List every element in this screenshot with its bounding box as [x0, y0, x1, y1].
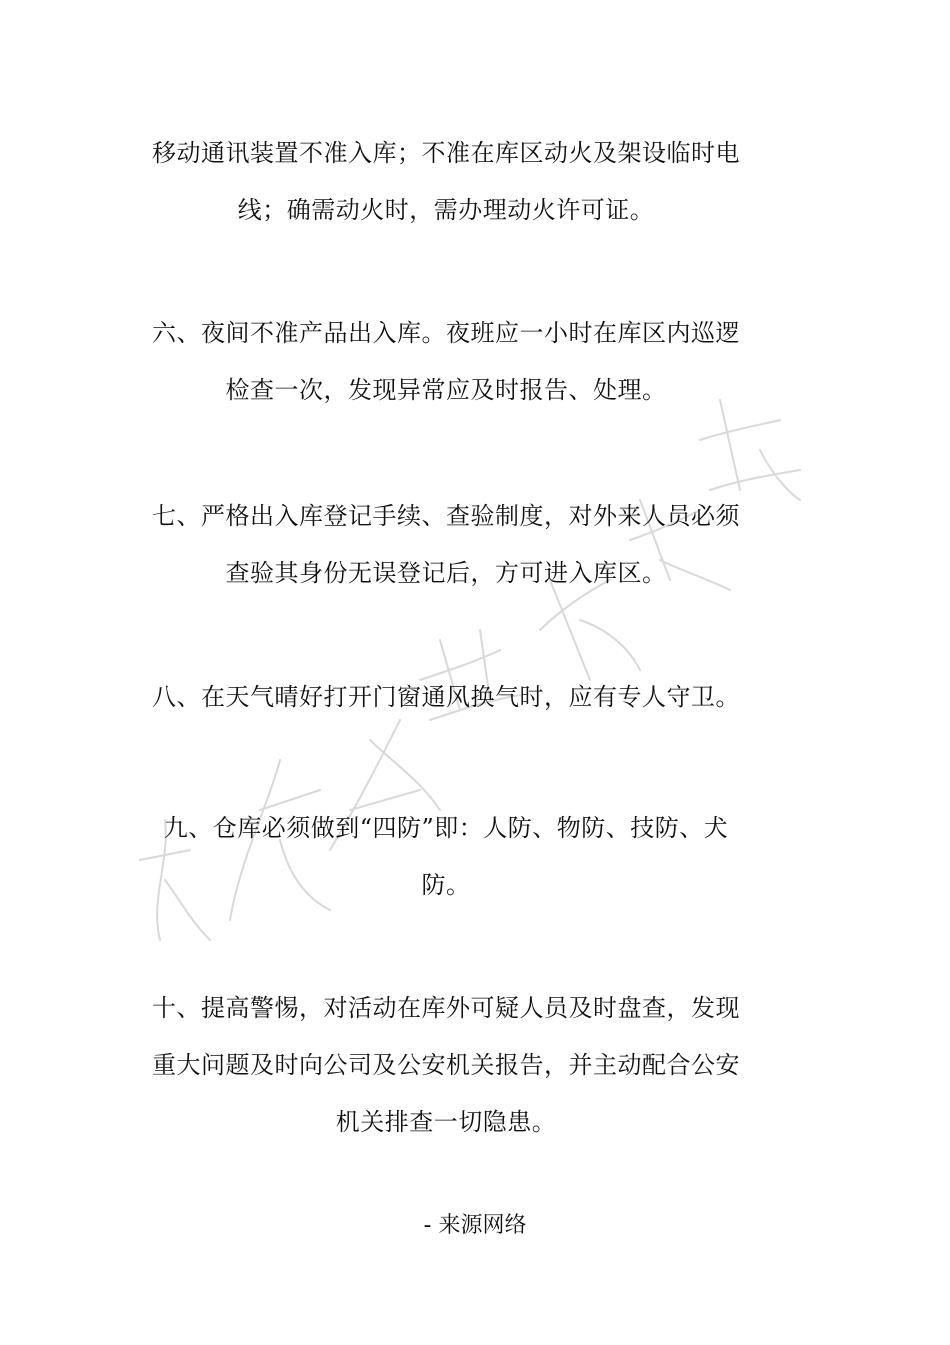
paragraph-item-9: 九、仓库必须做到“四防”即：人防、物防、技防、犬防。	[163, 814, 729, 899]
paragraph-item-10: 十、提高警惕，对活动在库外可疑人员及时盘查，发现重大问题及时向公司及公安机关报告，并主动配合公安机关排查一切隐患。	[152, 994, 740, 1136]
paragraph-item-5-continued: 移动通讯装置不准入库；不准在库区动火及架设临时电线；确需动火时，需办理动火许可证。	[152, 139, 740, 224]
paragraph-item-6: 六、夜间不准产品出入库。夜班应一小时在库区内巡逻检查一次，发现异常应及时报告、处理。	[152, 319, 740, 404]
paragraph-item-7: 七、严格出入库登记手续、查验制度，对外来人员必须查验其身份无误登记后，方可进入库区。	[152, 502, 740, 587]
paragraph-item-8: 八、在天气晴好打开门窗通风换气时，应有专人守卫。	[152, 683, 740, 711]
source-note: - 来源网络	[423, 1213, 527, 1238]
